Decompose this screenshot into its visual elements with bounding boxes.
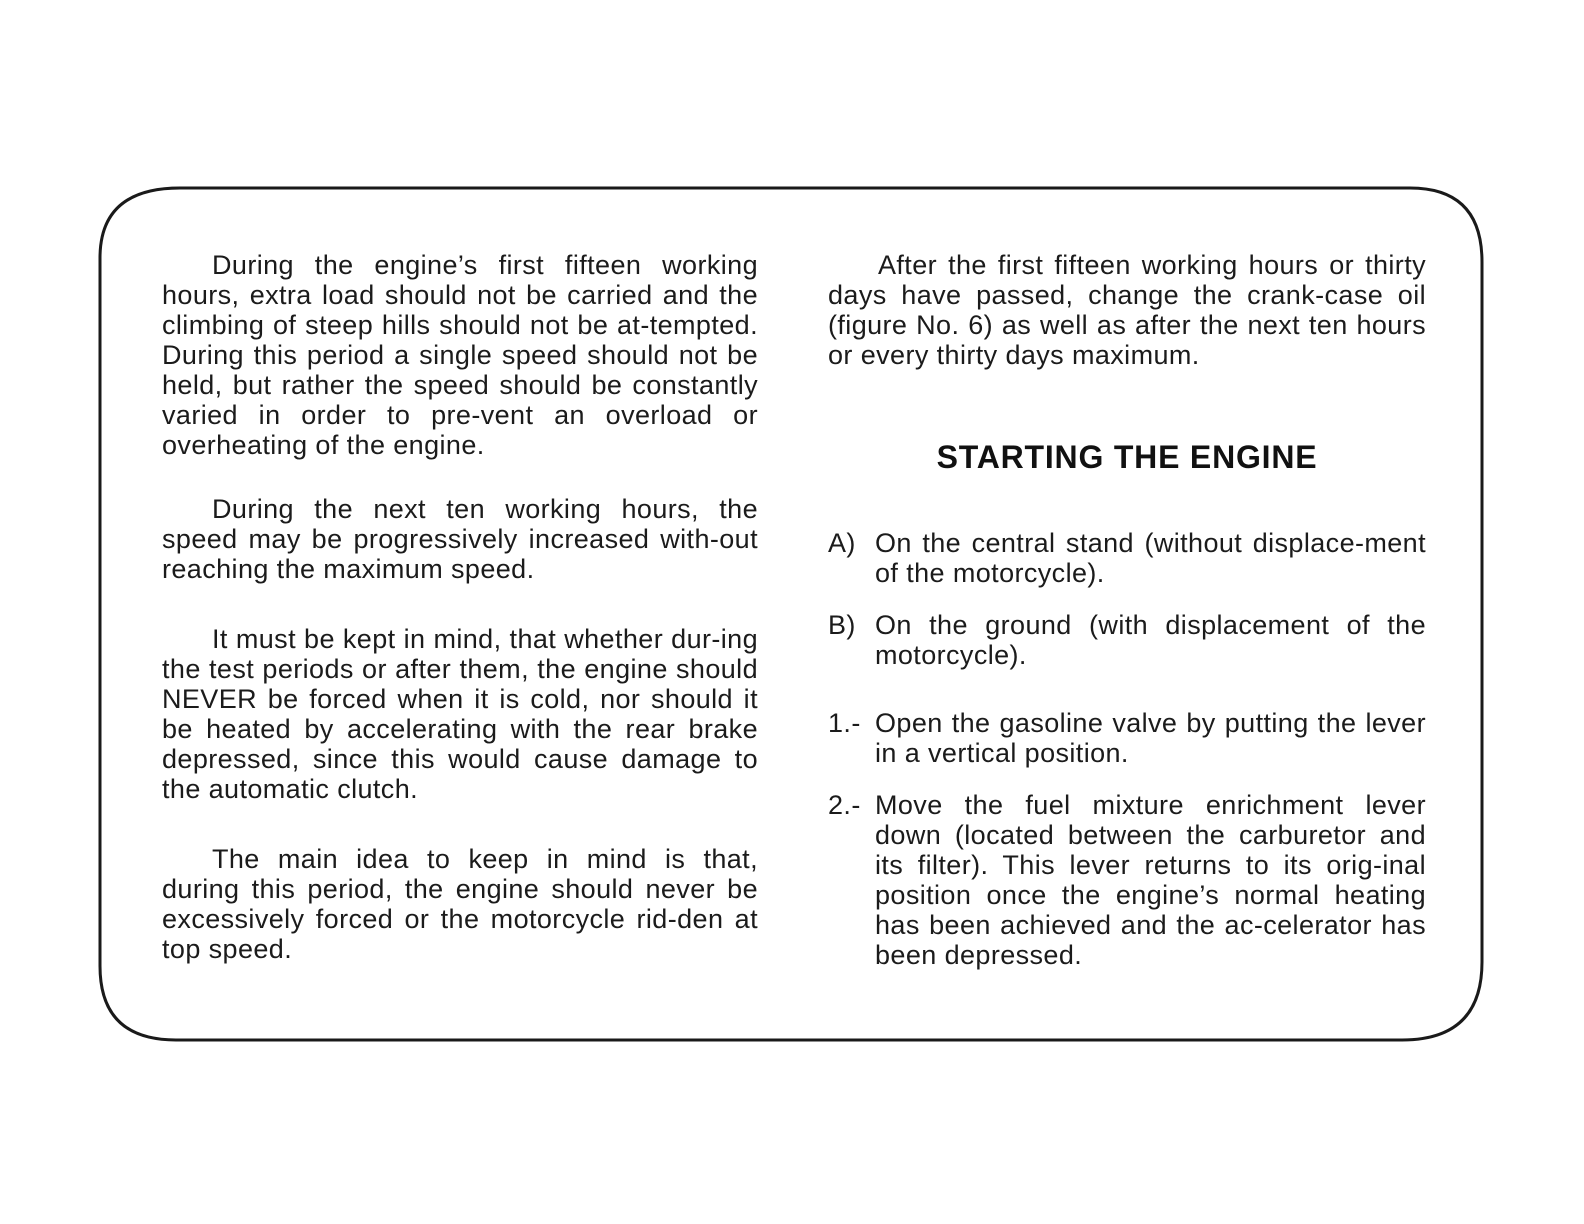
next-ten-hours-paragraph: During the next ten working hours, the speed may be progressively increased with-out reaching the maximum speed. <box>162 494 758 584</box>
option-text: On the central stand (without displace-ment of the motorcycle). <box>875 528 1426 588</box>
option-marker: B) <box>828 610 856 640</box>
step-text: Open the gasoline valve by putting the lever in a vertical position. <box>875 708 1426 768</box>
step-item <box>828 790 1426 970</box>
step-item <box>828 708 1426 768</box>
option-item <box>828 528 1426 588</box>
oil-change-paragraph: After the first fifteen working hours or thirty days have passed, change the crank-case oil (figure No. 6) as well as after the next ten hours or every thirty days maximum. <box>828 250 1426 370</box>
step-marker: 1.- <box>828 708 861 738</box>
right-column <box>828 250 1426 970</box>
main-idea-paragraph: The main idea to keep in mind is that, during this period, the engine should never be excessively forced or the motorcycle rid-den at top speed. <box>162 844 758 964</box>
option-marker: A) <box>828 528 856 558</box>
step-marker: 2.- <box>828 790 861 820</box>
left-column <box>162 250 758 964</box>
option-item <box>828 610 1426 670</box>
break-in-paragraph: During the engine’s first fifteen working hours, extra load should not be carried and the climbing of steep hills should not be at-tempted. During this period a single speed should not be held, but rather the speed should be constantly varied in order to pre-vent an overload or overheating of the engine. <box>162 250 758 460</box>
cold-engine-warning-paragraph: It must be kept in mind, that whether dur-ing the test periods or after them, the engine should NEVER be forced when it is cold, nor should it be heated by accelerating with the rear brake depressed, since this would cause damage to the automatic clutch. <box>162 624 758 804</box>
option-text: On the ground (with displacement of the motorcycle). <box>875 610 1426 670</box>
section-heading: STARTING THE ENGINE <box>936 439 1318 475</box>
step-text: Move the fuel mixture enrichment lever down (located between the carburetor and its filter). This lever returns to its orig-inal position once the engine’s normal heating has been achieved and the ac-celerator has been depressed. <box>875 790 1426 970</box>
